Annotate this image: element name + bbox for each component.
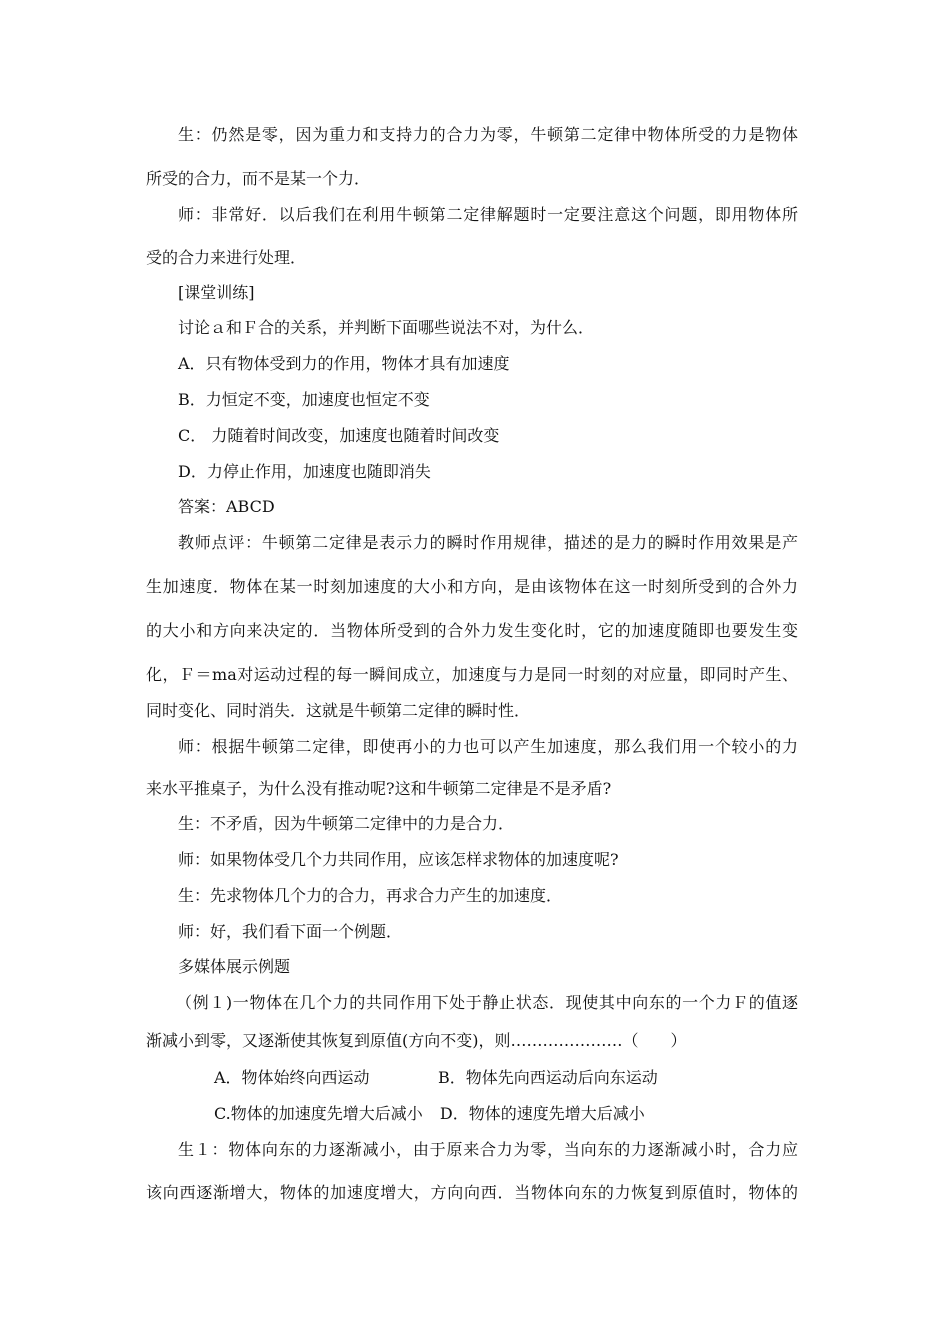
paragraph-line: 教师点评：牛顿第二定律是表示力的瞬时作用规律，描述的是力的瞬时作用效果是产 — [178, 533, 798, 552]
paragraph-line: 所受的合力，而不是某一个力． — [146, 169, 371, 188]
paragraph-line: 师：好，我们看下面一个例题． — [178, 922, 403, 941]
answer-line: 答案：ABCD — [178, 497, 275, 516]
example-options-row — [214, 1068, 658, 1088]
paragraph-line: 该向西逐渐增大，物体的加速度增大，方向向西．当物体向东的力恢复到原值时，物体的 — [146, 1183, 798, 1202]
example-stem: （例１)一物体在几个力的共同作用下处于静止状态．现使其中向东的一个力Ｆ的值逐 — [176, 993, 798, 1012]
option-c: C． 力随着时间改变，加速度也随着时间改变 — [178, 426, 500, 445]
paragraph-line: 生１：物体向东的力逐渐减小，由于原来合力为零，当向东的力逐渐减小时，合力应 — [178, 1140, 798, 1159]
paragraph-line: 来水平推桌子，为什么没有推动呢?这和牛顿第二定律是不是矛盾? — [146, 779, 612, 798]
paragraph-line: 师：根据牛顿第二定律，即使再小的力也可以产生加速度，那么我们用一个较小的力 — [178, 737, 798, 756]
paragraph-line: 的大小和方向来决定的．当物体所受到的合外力发生变化时，它的加速度随即也要发生变 — [146, 621, 798, 640]
example-option-a: A．物体始终向西运动 — [214, 1068, 370, 1087]
example-stem: 渐减小到零，又逐渐使其恢复到原值(方向不变)，则…………………（ ） — [146, 1031, 687, 1050]
paragraph-line: 多媒体展示例题 — [178, 957, 291, 976]
paragraph-line: 生：仍然是零，因为重力和支持力的合力为零，牛顿第二定律中物体所受的力是物体 — [178, 125, 798, 144]
paragraph-line: 生加速度．物体在某一时刻加速度的大小和方向，是由该物体在这一时刻所受到的合外力 — [146, 577, 798, 596]
paragraph-line: 师：非常好．以后我们在利用牛顿第二定律解题时一定要注意这个问题，即用物体所 — [178, 205, 798, 224]
example-option-c: C.物体的加速度先增大后减小 — [214, 1104, 423, 1123]
section-heading: [课堂训练] — [178, 283, 255, 302]
option-d: D．力停止作用，加速度也随即消失 — [178, 462, 431, 481]
paragraph-line: 同时变化、同时消失．这就是牛顿第二定律的瞬时性． — [146, 701, 531, 720]
paragraph-line: 师：如果物体受几个力共同作用，应该怎样求物体的加速度呢? — [178, 850, 619, 869]
example-option-b: B．物体先向西运动后向东运动 — [438, 1068, 658, 1087]
question-stem: 讨论ａ和Ｆ合的关系，并判断下面哪些说法不对，为什么． — [178, 318, 595, 337]
example-options-row — [214, 1104, 645, 1124]
example-option-d: D．物体的速度先增大后减小 — [439, 1104, 645, 1123]
option-b: B．力恒定不变，加速度也恒定不变 — [178, 390, 430, 409]
paragraph-line: 受的合力来进行处理． — [146, 248, 307, 267]
option-a: A．只有物体受到力的作用，物体才具有加速度 — [178, 354, 510, 373]
paragraph-line: 生：先求物体几个力的合力，再求合力产生的加速度． — [178, 886, 563, 905]
paragraph-line: 化，Ｆ＝ma对运动过程的每一瞬间成立，加速度与力是同一时刻的对应量，即同时产生、 — [146, 665, 798, 684]
paragraph-line: 生：不矛盾，因为牛顿第二定律中的力是合力． — [178, 814, 515, 833]
